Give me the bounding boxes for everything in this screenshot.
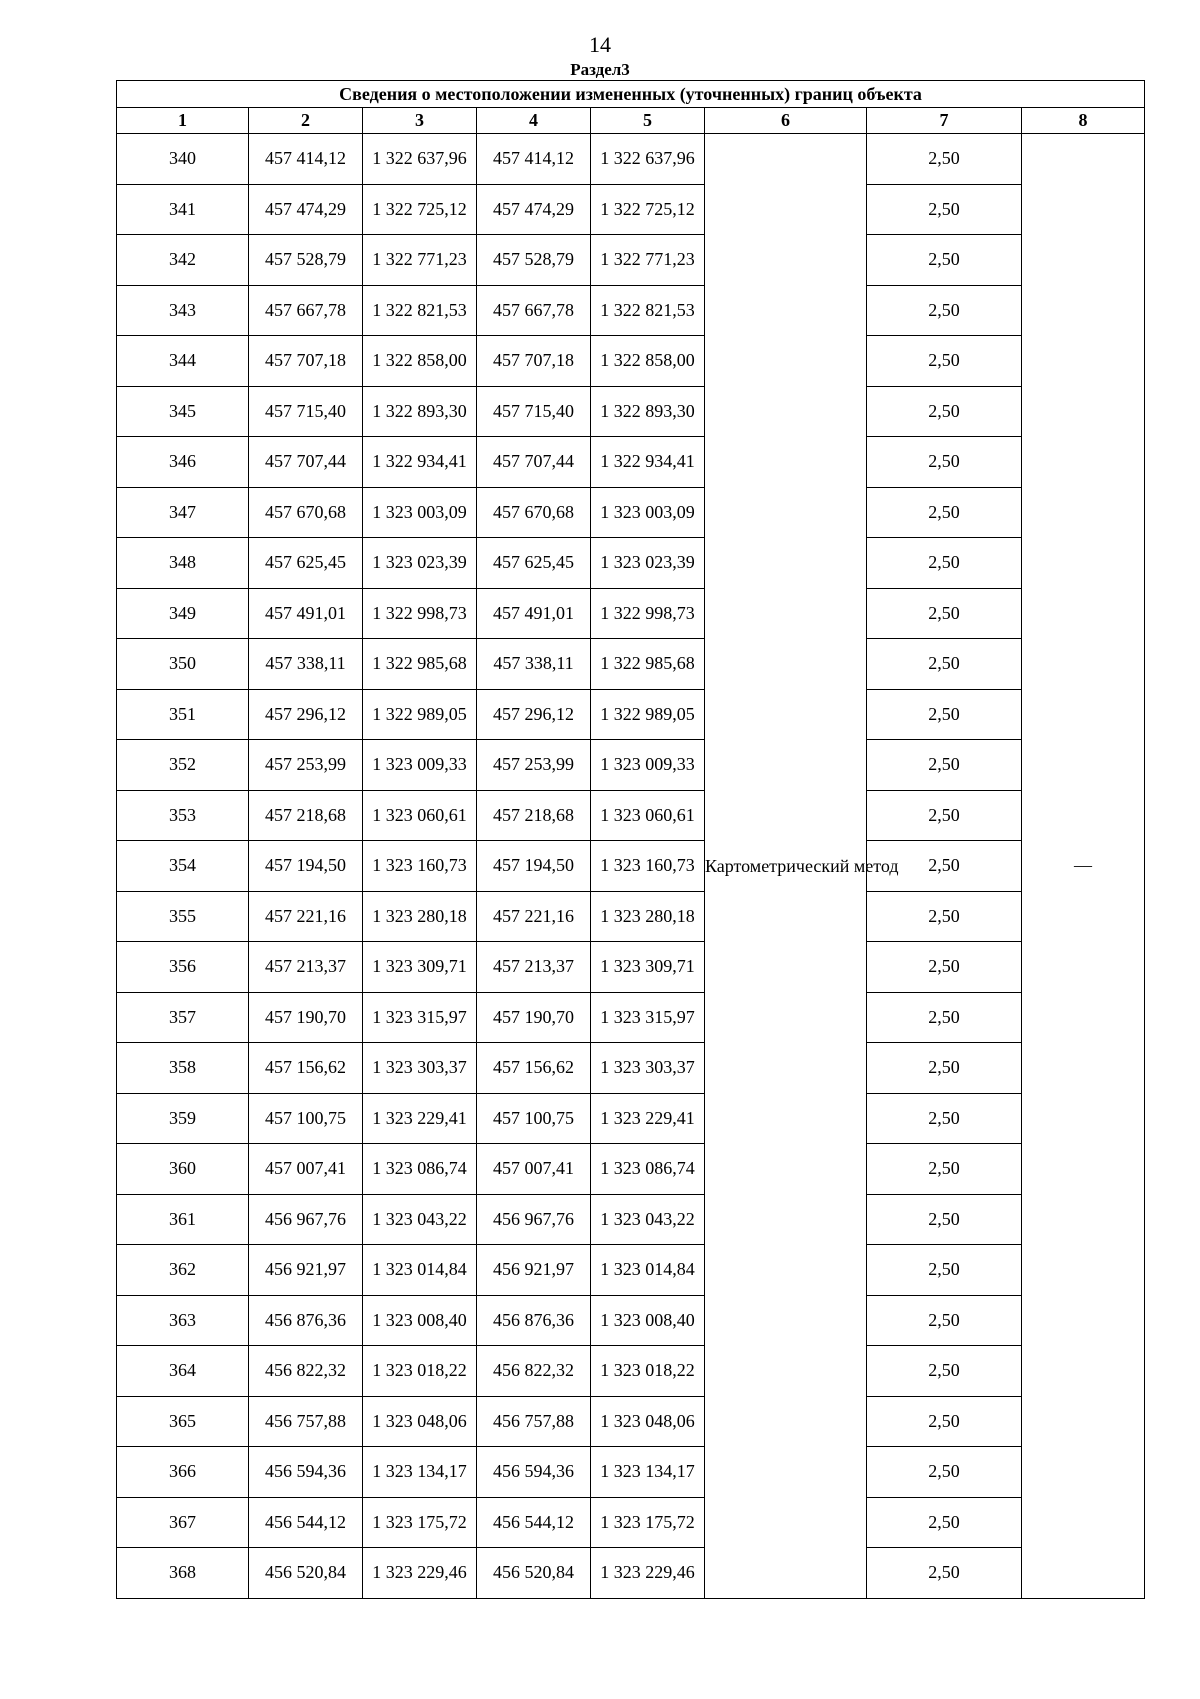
table-row: [117, 841, 1145, 892]
point-number-cell: 340: [117, 134, 249, 185]
y-old-cell: 1 323 280,18: [363, 891, 477, 942]
x-old-cell: 457 707,18: [249, 336, 363, 387]
point-number-cell: 367: [117, 1497, 249, 1548]
accuracy-cell: 2,50: [867, 841, 1022, 892]
x-old-cell: 456 757,88: [249, 1396, 363, 1447]
accuracy-cell: 2,50: [867, 942, 1022, 993]
x-old-cell: 457 715,40: [249, 386, 363, 437]
point-number-cell: 350: [117, 639, 249, 690]
x-old-cell: 457 667,78: [249, 285, 363, 336]
point-number-cell: 349: [117, 588, 249, 639]
accuracy-cell: 2,50: [867, 588, 1022, 639]
table-row: [117, 134, 1145, 185]
accuracy-cell: 2,50: [867, 1093, 1022, 1144]
table-row: [117, 487, 1145, 538]
point-number-cell: 359: [117, 1093, 249, 1144]
x-old-cell: 457 414,12: [249, 134, 363, 185]
y-new-cell: 1 323 060,61: [591, 790, 705, 841]
accuracy-cell: 2,50: [867, 184, 1022, 235]
boundary-table: [116, 80, 1145, 1599]
y-new-cell: 1 323 315,97: [591, 992, 705, 1043]
x-old-cell: 457 190,70: [249, 992, 363, 1043]
x-new-cell: 457 707,44: [477, 437, 591, 488]
y-old-cell: 1 322 725,12: [363, 184, 477, 235]
y-new-cell: 1 323 175,72: [591, 1497, 705, 1548]
x-new-cell: 457 296,12: [477, 689, 591, 740]
x-old-cell: 456 967,76: [249, 1194, 363, 1245]
y-old-cell: 1 322 771,23: [363, 235, 477, 286]
y-old-cell: 1 323 060,61: [363, 790, 477, 841]
y-old-cell: 1 322 985,68: [363, 639, 477, 690]
method-cell: Картометрический метод: [705, 134, 867, 1599]
table-row: [117, 336, 1145, 387]
table-row: [117, 689, 1145, 740]
x-old-cell: 456 822,32: [249, 1346, 363, 1397]
x-new-cell: 457 100,75: [477, 1093, 591, 1144]
point-number-cell: 366: [117, 1447, 249, 1498]
y-old-cell: 1 322 637,96: [363, 134, 477, 185]
y-new-cell: 1 323 086,74: [591, 1144, 705, 1195]
x-old-cell: 456 594,36: [249, 1447, 363, 1498]
point-number-cell: 346: [117, 437, 249, 488]
y-new-cell: 1 322 934,41: [591, 437, 705, 488]
table-row: [117, 588, 1145, 639]
table-row: [117, 1447, 1145, 1498]
y-old-cell: 1 322 893,30: [363, 386, 477, 437]
x-old-cell: 457 707,44: [249, 437, 363, 488]
x-new-cell: 457 474,29: [477, 184, 591, 235]
x-new-cell: 457 213,37: [477, 942, 591, 993]
x-old-cell: 457 218,68: [249, 790, 363, 841]
point-number-cell: 344: [117, 336, 249, 387]
x-new-cell: 457 007,41: [477, 1144, 591, 1195]
table-row: [117, 942, 1145, 993]
x-new-cell: 456 921,97: [477, 1245, 591, 1296]
point-number-cell: 365: [117, 1396, 249, 1447]
accuracy-cell: 2,50: [867, 1194, 1022, 1245]
y-new-cell: 1 322 985,68: [591, 639, 705, 690]
table-row: [117, 437, 1145, 488]
point-number-cell: 354: [117, 841, 249, 892]
y-new-cell: 1 323 303,37: [591, 1043, 705, 1094]
table-caption: Сведения о местоположении измененных (уточненных) границ объекта: [117, 81, 1145, 108]
x-new-cell: 456 967,76: [477, 1194, 591, 1245]
y-old-cell: 1 323 175,72: [363, 1497, 477, 1548]
y-new-cell: 1 322 637,96: [591, 134, 705, 185]
point-number-cell: 364: [117, 1346, 249, 1397]
y-old-cell: 1 323 009,33: [363, 740, 477, 791]
y-new-cell: 1 323 229,46: [591, 1548, 705, 1599]
x-old-cell: 457 528,79: [249, 235, 363, 286]
accuracy-cell: 2,50: [867, 1497, 1022, 1548]
y-new-cell: 1 323 023,39: [591, 538, 705, 589]
y-old-cell: 1 323 018,22: [363, 1346, 477, 1397]
column-header: 6: [705, 108, 867, 134]
y-old-cell: 1 323 023,39: [363, 538, 477, 589]
accuracy-cell: 2,50: [867, 1396, 1022, 1447]
x-new-cell: 457 338,11: [477, 639, 591, 690]
x-new-cell: 457 667,78: [477, 285, 591, 336]
table-row: [117, 1295, 1145, 1346]
accuracy-cell: 2,50: [867, 1346, 1022, 1397]
x-old-cell: 456 544,12: [249, 1497, 363, 1548]
y-old-cell: 1 323 043,22: [363, 1194, 477, 1245]
point-number-cell: 352: [117, 740, 249, 791]
point-number-cell: 355: [117, 891, 249, 942]
table-row: [117, 992, 1145, 1043]
accuracy-cell: 2,50: [867, 891, 1022, 942]
accuracy-cell: 2,50: [867, 740, 1022, 791]
x-old-cell: 456 921,97: [249, 1245, 363, 1296]
x-new-cell: 456 757,88: [477, 1396, 591, 1447]
accuracy-cell: 2,50: [867, 1447, 1022, 1498]
point-number-cell: 363: [117, 1295, 249, 1346]
table-row: [117, 1497, 1145, 1548]
x-old-cell: 457 253,99: [249, 740, 363, 791]
point-number-cell: 353: [117, 790, 249, 841]
accuracy-cell: 2,50: [867, 1144, 1022, 1195]
y-new-cell: 1 323 009,33: [591, 740, 705, 791]
y-new-cell: 1 323 003,09: [591, 487, 705, 538]
x-old-cell: 457 213,37: [249, 942, 363, 993]
x-new-cell: 457 221,16: [477, 891, 591, 942]
y-old-cell: 1 322 858,00: [363, 336, 477, 387]
table-row: [117, 1396, 1145, 1447]
x-old-cell: 457 296,12: [249, 689, 363, 740]
table-row: [117, 538, 1145, 589]
y-old-cell: 1 322 989,05: [363, 689, 477, 740]
x-old-cell: 457 491,01: [249, 588, 363, 639]
accuracy-cell: 2,50: [867, 1548, 1022, 1599]
y-old-cell: 1 323 134,17: [363, 1447, 477, 1498]
x-new-cell: 457 414,12: [477, 134, 591, 185]
table-row: [117, 285, 1145, 336]
accuracy-cell: 2,50: [867, 336, 1022, 387]
y-new-cell: 1 322 858,00: [591, 336, 705, 387]
accuracy-cell: 2,50: [867, 487, 1022, 538]
y-new-cell: 1 323 043,22: [591, 1194, 705, 1245]
table-body: [117, 134, 1145, 1599]
y-old-cell: 1 323 229,46: [363, 1548, 477, 1599]
column-header: 4: [477, 108, 591, 134]
x-old-cell: 457 221,16: [249, 891, 363, 942]
table-row: [117, 386, 1145, 437]
x-new-cell: 457 491,01: [477, 588, 591, 639]
accuracy-cell: 2,50: [867, 134, 1022, 185]
y-old-cell: 1 323 229,41: [363, 1093, 477, 1144]
column-header-row: [117, 108, 1145, 134]
x-old-cell: 456 520,84: [249, 1548, 363, 1599]
x-new-cell: 457 670,68: [477, 487, 591, 538]
y-old-cell: 1 323 014,84: [363, 1245, 477, 1296]
y-new-cell: 1 323 280,18: [591, 891, 705, 942]
accuracy-cell: 2,50: [867, 790, 1022, 841]
y-new-cell: 1 323 008,40: [591, 1295, 705, 1346]
table-row: [117, 1245, 1145, 1296]
x-old-cell: 457 670,68: [249, 487, 363, 538]
point-number-cell: 358: [117, 1043, 249, 1094]
y-old-cell: 1 323 315,97: [363, 992, 477, 1043]
table-row: [117, 740, 1145, 791]
x-new-cell: 456 544,12: [477, 1497, 591, 1548]
x-old-cell: 457 194,50: [249, 841, 363, 892]
y-new-cell: 1 323 014,84: [591, 1245, 705, 1296]
point-number-cell: 345: [117, 386, 249, 437]
accuracy-cell: 2,50: [867, 285, 1022, 336]
table-row: [117, 1093, 1145, 1144]
accuracy-cell: 2,50: [867, 538, 1022, 589]
table-row: [117, 891, 1145, 942]
y-new-cell: 1 323 160,73: [591, 841, 705, 892]
accuracy-cell: 2,50: [867, 235, 1022, 286]
y-new-cell: 1 322 771,23: [591, 235, 705, 286]
x-new-cell: 457 218,68: [477, 790, 591, 841]
page-number: 14: [589, 32, 611, 57]
table-row: [117, 1194, 1145, 1245]
point-number-cell: 351: [117, 689, 249, 740]
x-new-cell: 457 190,70: [477, 992, 591, 1043]
accuracy-cell: 2,50: [867, 437, 1022, 488]
table-row: [117, 184, 1145, 235]
y-new-cell: 1 322 989,05: [591, 689, 705, 740]
table-row: [117, 235, 1145, 286]
y-new-cell: 1 322 725,12: [591, 184, 705, 235]
x-old-cell: 457 338,11: [249, 639, 363, 690]
y-old-cell: 1 323 160,73: [363, 841, 477, 892]
point-number-cell: 347: [117, 487, 249, 538]
accuracy-cell: 2,50: [867, 1043, 1022, 1094]
y-new-cell: 1 322 998,73: [591, 588, 705, 639]
x-new-cell: 457 253,99: [477, 740, 591, 791]
x-old-cell: 457 007,41: [249, 1144, 363, 1195]
x-old-cell: 457 100,75: [249, 1093, 363, 1144]
point-number-cell: 360: [117, 1144, 249, 1195]
table-row: [117, 1548, 1145, 1599]
column-header: 1: [117, 108, 249, 134]
point-number-cell: 342: [117, 235, 249, 286]
accuracy-cell: 2,50: [867, 386, 1022, 437]
point-number-cell: 361: [117, 1194, 249, 1245]
point-number-cell: 357: [117, 992, 249, 1043]
y-old-cell: 1 322 998,73: [363, 588, 477, 639]
x-old-cell: 456 876,36: [249, 1295, 363, 1346]
y-new-cell: 1 323 229,41: [591, 1093, 705, 1144]
accuracy-cell: 2,50: [867, 689, 1022, 740]
y-old-cell: 1 323 086,74: [363, 1144, 477, 1195]
column-header: 2: [249, 108, 363, 134]
point-number-cell: 341: [117, 184, 249, 235]
table-row: [117, 639, 1145, 690]
accuracy-cell: 2,50: [867, 1245, 1022, 1296]
y-new-cell: 1 323 309,71: [591, 942, 705, 993]
y-old-cell: 1 322 821,53: [363, 285, 477, 336]
column-header: 3: [363, 108, 477, 134]
table-row: [117, 1346, 1145, 1397]
x-new-cell: 457 715,40: [477, 386, 591, 437]
y-old-cell: 1 323 008,40: [363, 1295, 477, 1346]
x-new-cell: 456 822,32: [477, 1346, 591, 1397]
point-number-cell: 348: [117, 538, 249, 589]
x-new-cell: 457 194,50: [477, 841, 591, 892]
y-new-cell: 1 323 134,17: [591, 1447, 705, 1498]
y-old-cell: 1 322 934,41: [363, 437, 477, 488]
table-row: [117, 1043, 1145, 1094]
x-new-cell: 457 625,45: [477, 538, 591, 589]
table-row: [117, 790, 1145, 841]
x-new-cell: 457 528,79: [477, 235, 591, 286]
x-new-cell: 456 876,36: [477, 1295, 591, 1346]
x-new-cell: 456 594,36: [477, 1447, 591, 1498]
table-row: [117, 1144, 1145, 1195]
y-old-cell: 1 323 048,06: [363, 1396, 477, 1447]
y-old-cell: 1 323 303,37: [363, 1043, 477, 1094]
x-old-cell: 457 625,45: [249, 538, 363, 589]
x-new-cell: 457 707,18: [477, 336, 591, 387]
y-new-cell: 1 323 018,22: [591, 1346, 705, 1397]
column-header: 7: [867, 108, 1022, 134]
column-header: 8: [1022, 108, 1145, 134]
column-header: 5: [591, 108, 705, 134]
y-old-cell: 1 323 309,71: [363, 942, 477, 993]
x-new-cell: 457 156,62: [477, 1043, 591, 1094]
x-old-cell: 457 474,29: [249, 184, 363, 235]
point-number-cell: 356: [117, 942, 249, 993]
y-new-cell: 1 322 821,53: [591, 285, 705, 336]
accuracy-cell: 2,50: [867, 1295, 1022, 1346]
point-number-cell: 368: [117, 1548, 249, 1599]
y-old-cell: 1 323 003,09: [363, 487, 477, 538]
point-number-cell: 362: [117, 1245, 249, 1296]
section-title: Раздел3: [570, 60, 630, 79]
point-number-cell: 343: [117, 285, 249, 336]
y-new-cell: 1 322 893,30: [591, 386, 705, 437]
x-old-cell: 457 156,62: [249, 1043, 363, 1094]
accuracy-cell: 2,50: [867, 639, 1022, 690]
accuracy-cell: 2,50: [867, 992, 1022, 1043]
column-8-cell: —: [1022, 134, 1145, 1599]
y-new-cell: 1 323 048,06: [591, 1396, 705, 1447]
x-new-cell: 456 520,84: [477, 1548, 591, 1599]
